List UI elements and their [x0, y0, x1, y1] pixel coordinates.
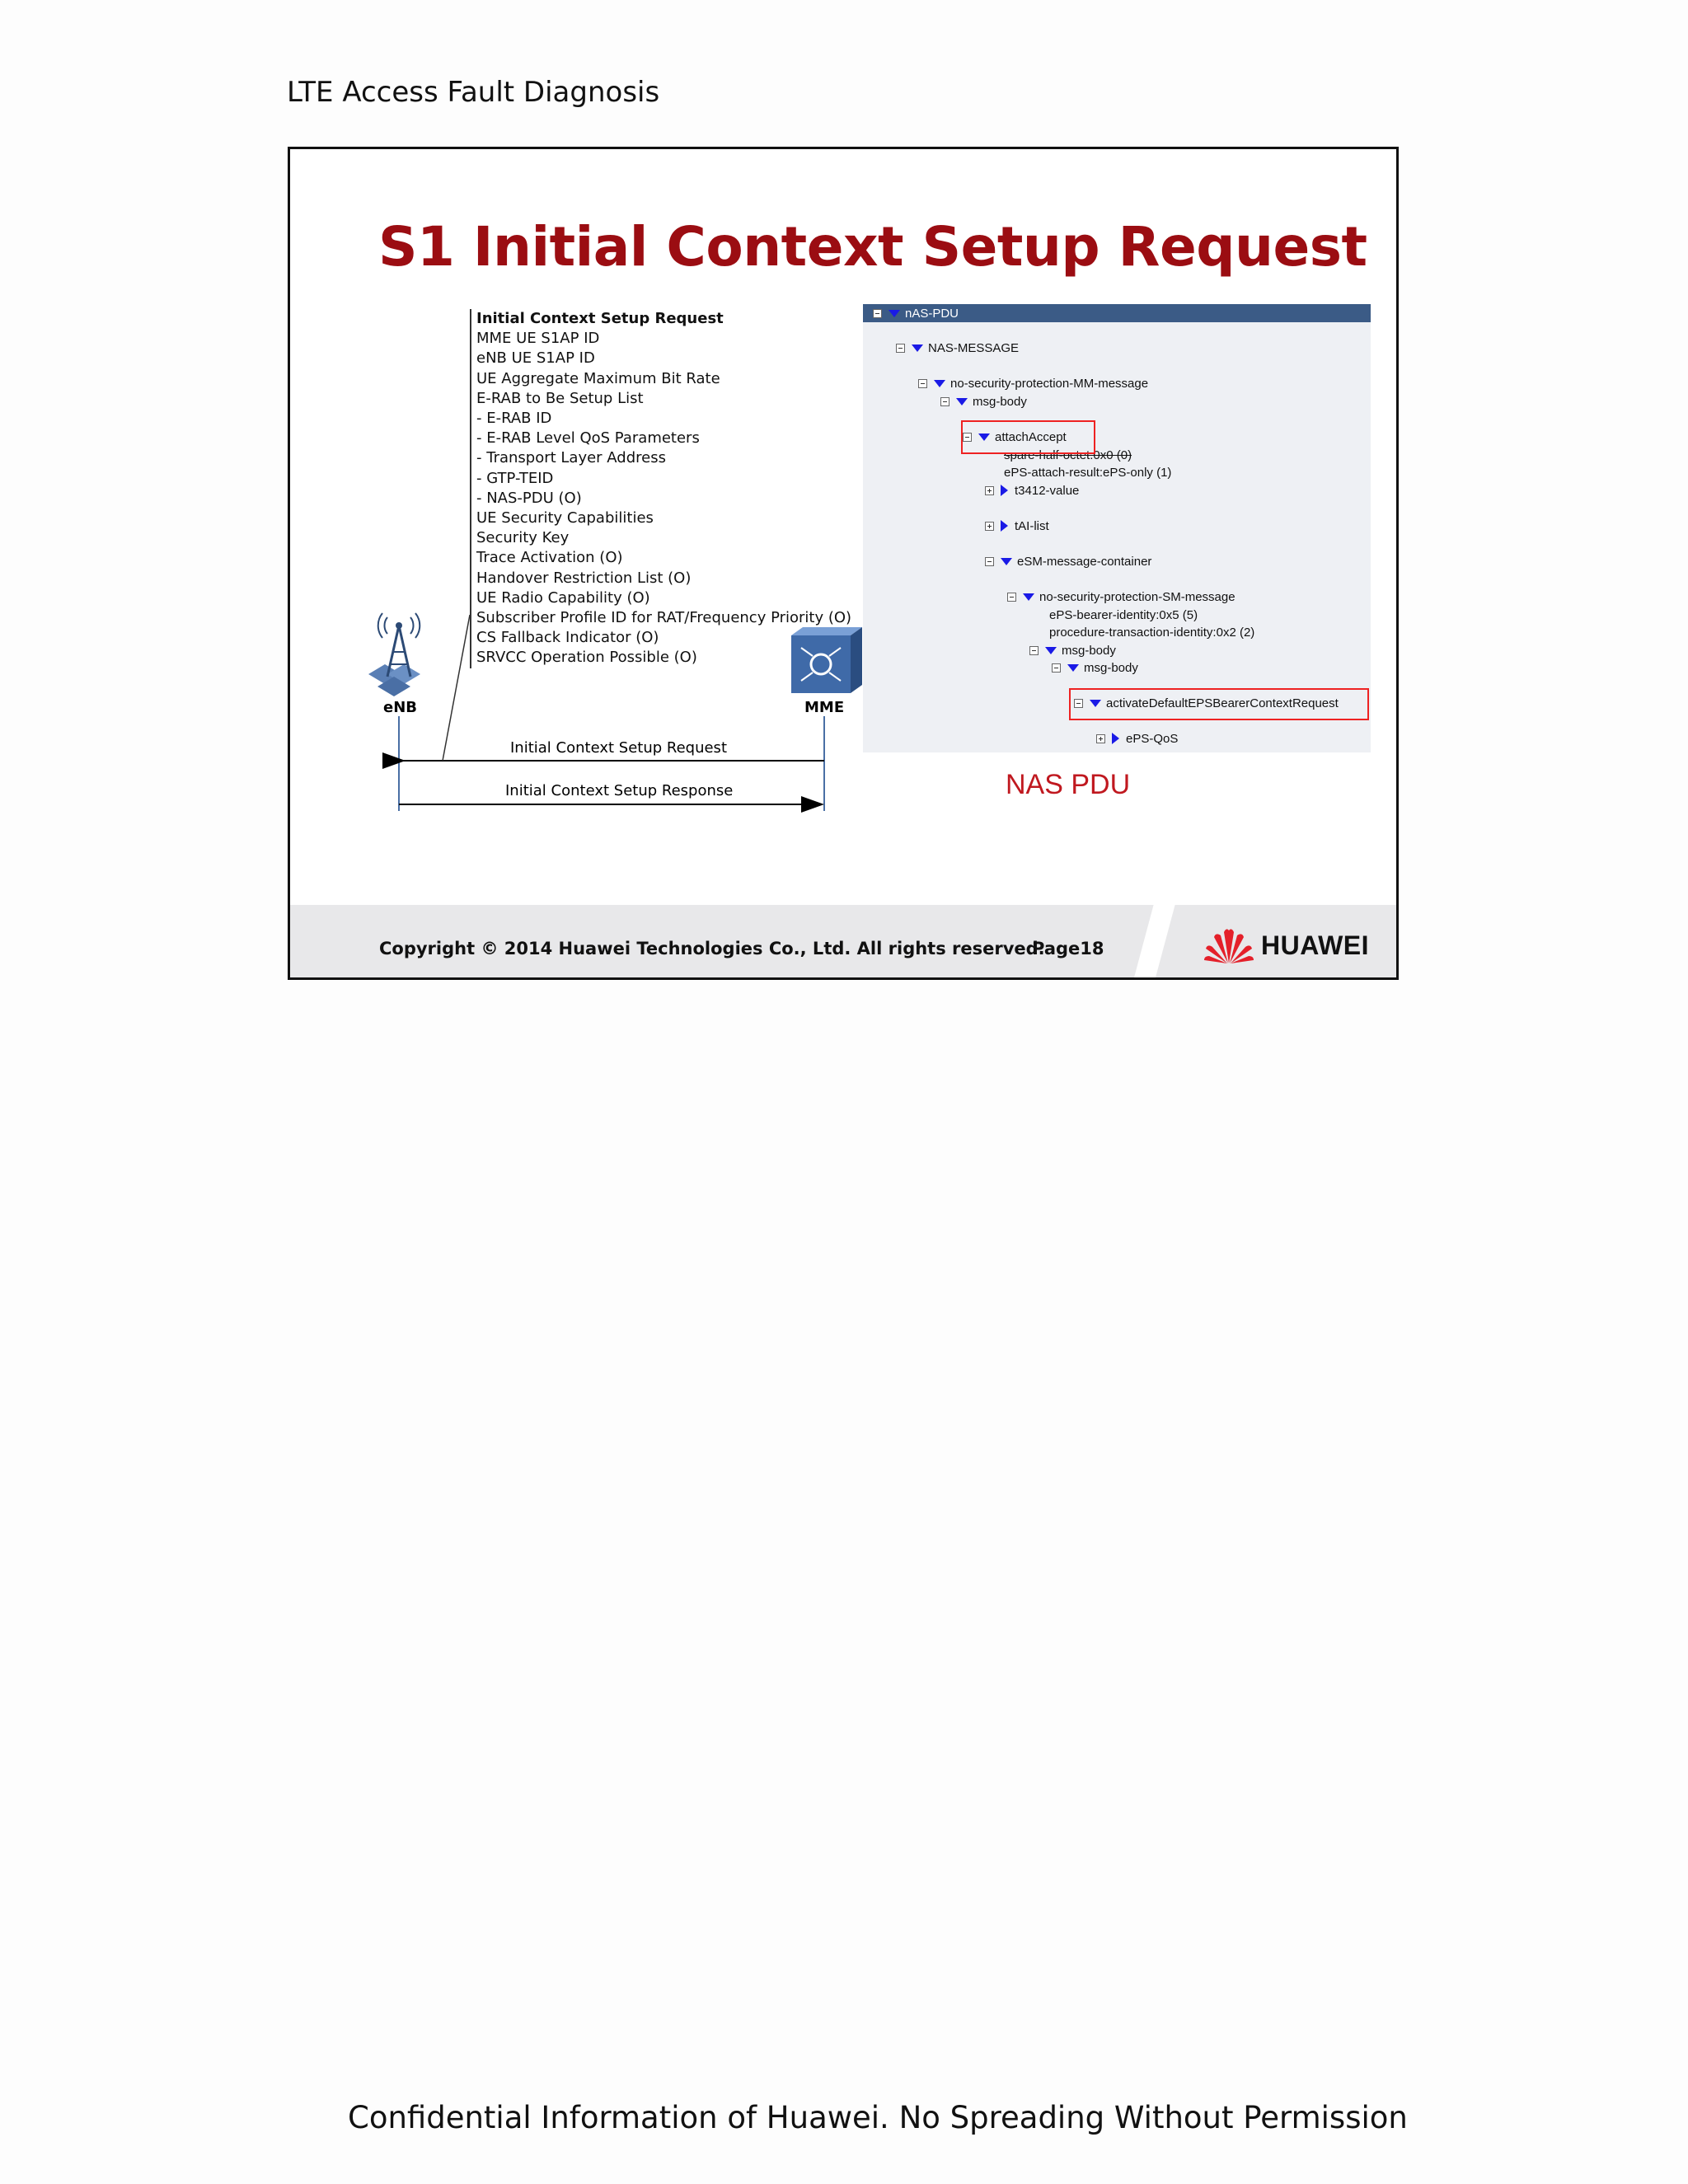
- ie-item: - E-RAB ID: [476, 410, 552, 428]
- ie-item: E-RAB to Be Setup List: [476, 389, 644, 407]
- tree-node[interactable]: msg-body: [1029, 642, 1116, 658]
- nas-pdu-caption: NAS PDU: [1006, 769, 1131, 800]
- ie-item: eNB UE S1AP ID: [476, 349, 595, 368]
- tree-leaf: ePS-attach-result:ePS-only (1): [1004, 465, 1172, 480]
- slide: [288, 147, 1399, 980]
- triangle-down-icon: [912, 344, 923, 352]
- ie-item: Handover Restriction List (O): [476, 569, 692, 587]
- enb-tower-icon: [368, 613, 420, 696]
- expand-icon[interactable]: [985, 486, 994, 495]
- tree-node[interactable]: msg-body: [1052, 659, 1138, 676]
- tree-leaf: spare-half-octet:0x0 (0): [1004, 448, 1132, 462]
- triangle-right-icon: [1001, 485, 1008, 496]
- ie-item: Security Key: [476, 529, 570, 547]
- enb-label: eNB: [383, 699, 417, 716]
- tree-leaf: ePS-bearer-identity:0x5 (5): [1049, 607, 1198, 622]
- ie-item: - GTP-TEID: [476, 469, 554, 487]
- copyright-text: Copyright © 2014 Huawei Technologies Co., Ltd. All rights reserved.: [379, 939, 1045, 958]
- huawei-logo-icon: [1203, 926, 1255, 965]
- collapse-icon[interactable]: [896, 344, 905, 353]
- ie-item: UE Aggregate Maximum Bit Rate: [476, 369, 720, 387]
- slide-title: S1 Initial Context Setup Request: [378, 215, 1367, 279]
- ie-item: SRVCC Operation Possible (O): [476, 649, 697, 667]
- collapse-icon[interactable]: [918, 379, 927, 388]
- expand-icon[interactable]: [1096, 734, 1105, 743]
- tree-leaf: procedure-transaction-identity:0x2 (2): [1049, 625, 1255, 640]
- tree-node[interactable]: t3412-value: [985, 482, 1079, 499]
- attach-accept-highlight: [961, 420, 1095, 454]
- triangle-down-icon: [956, 398, 968, 405]
- ie-item: - NAS-PDU (O): [476, 489, 582, 507]
- expand-icon[interactable]: [985, 522, 994, 531]
- ie-item: UE Radio Capability (O): [476, 588, 650, 607]
- tree-node[interactable]: msg-body: [940, 393, 1027, 410]
- tree-node[interactable]: ePS-QoS: [1096, 730, 1178, 747]
- tree-node[interactable]: tAI-list: [985, 518, 1049, 534]
- mme-router-icon: [791, 627, 862, 693]
- tree-node[interactable]: no-security-protection-SM-message: [1007, 588, 1236, 605]
- callout-line: [443, 615, 470, 761]
- tree-node[interactable]: attachAccept: [963, 429, 1067, 445]
- ie-item: Trace Activation (O): [476, 549, 623, 567]
- ie-item: UE Security Capabilities: [476, 509, 654, 527]
- triangle-right-icon: [1001, 520, 1008, 532]
- ie-item: - Transport Layer Address: [476, 449, 666, 467]
- mme-label: MME: [804, 699, 845, 716]
- ie-item: CS Fallback Indicator (O): [476, 629, 659, 647]
- ie-item: - E-RAB Level QoS Parameters: [476, 429, 700, 448]
- request-label: Initial Context Setup Request: [510, 739, 727, 757]
- collapse-icon[interactable]: [1029, 646, 1039, 655]
- tree-node[interactable]: eSM-message-container: [985, 553, 1151, 569]
- confidential-notice: Confidential Information of Huawei. No Spreading Without Permission: [348, 2100, 1408, 2135]
- triangle-down-icon: [1001, 558, 1012, 565]
- document-header: LTE Access Fault Diagnosis: [287, 76, 660, 109]
- nas-pdu-tree: [863, 304, 1371, 752]
- triangle-down-icon: [1023, 593, 1034, 601]
- triangle-down-icon: [934, 380, 945, 387]
- tree-node[interactable]: no-security-protection-MM-message: [918, 375, 1148, 391]
- tree-node[interactable]: NAS-MESSAGE: [896, 340, 1019, 356]
- collapse-icon[interactable]: [985, 557, 994, 566]
- default-bearer-highlight: [1069, 688, 1369, 720]
- page-number: Page18: [1032, 939, 1104, 958]
- triangle-down-icon: [1045, 647, 1057, 654]
- tree-node[interactable]: nAS-PDU: [873, 305, 959, 321]
- triangle-down-icon: [1067, 664, 1079, 672]
- triangle-down-icon: [889, 310, 900, 317]
- triangle-right-icon: [1112, 733, 1119, 744]
- huawei-wordmark: HUAWEI: [1261, 930, 1369, 960]
- collapse-icon[interactable]: [1052, 663, 1061, 673]
- collapse-icon[interactable]: [873, 309, 882, 318]
- collapse-icon[interactable]: [940, 397, 950, 406]
- ie-item: MME UE S1AP ID: [476, 330, 600, 348]
- collapse-icon[interactable]: [1007, 593, 1016, 602]
- response-label: Initial Context Setup Response: [505, 782, 734, 799]
- ie-item: Initial Context Setup Request: [476, 310, 724, 327]
- ie-item: Subscriber Profile ID for RAT/Frequency Priority (O): [476, 609, 852, 627]
- tree-node[interactable]: activateDefaultEPSBearerContextRequest: [1074, 695, 1339, 711]
